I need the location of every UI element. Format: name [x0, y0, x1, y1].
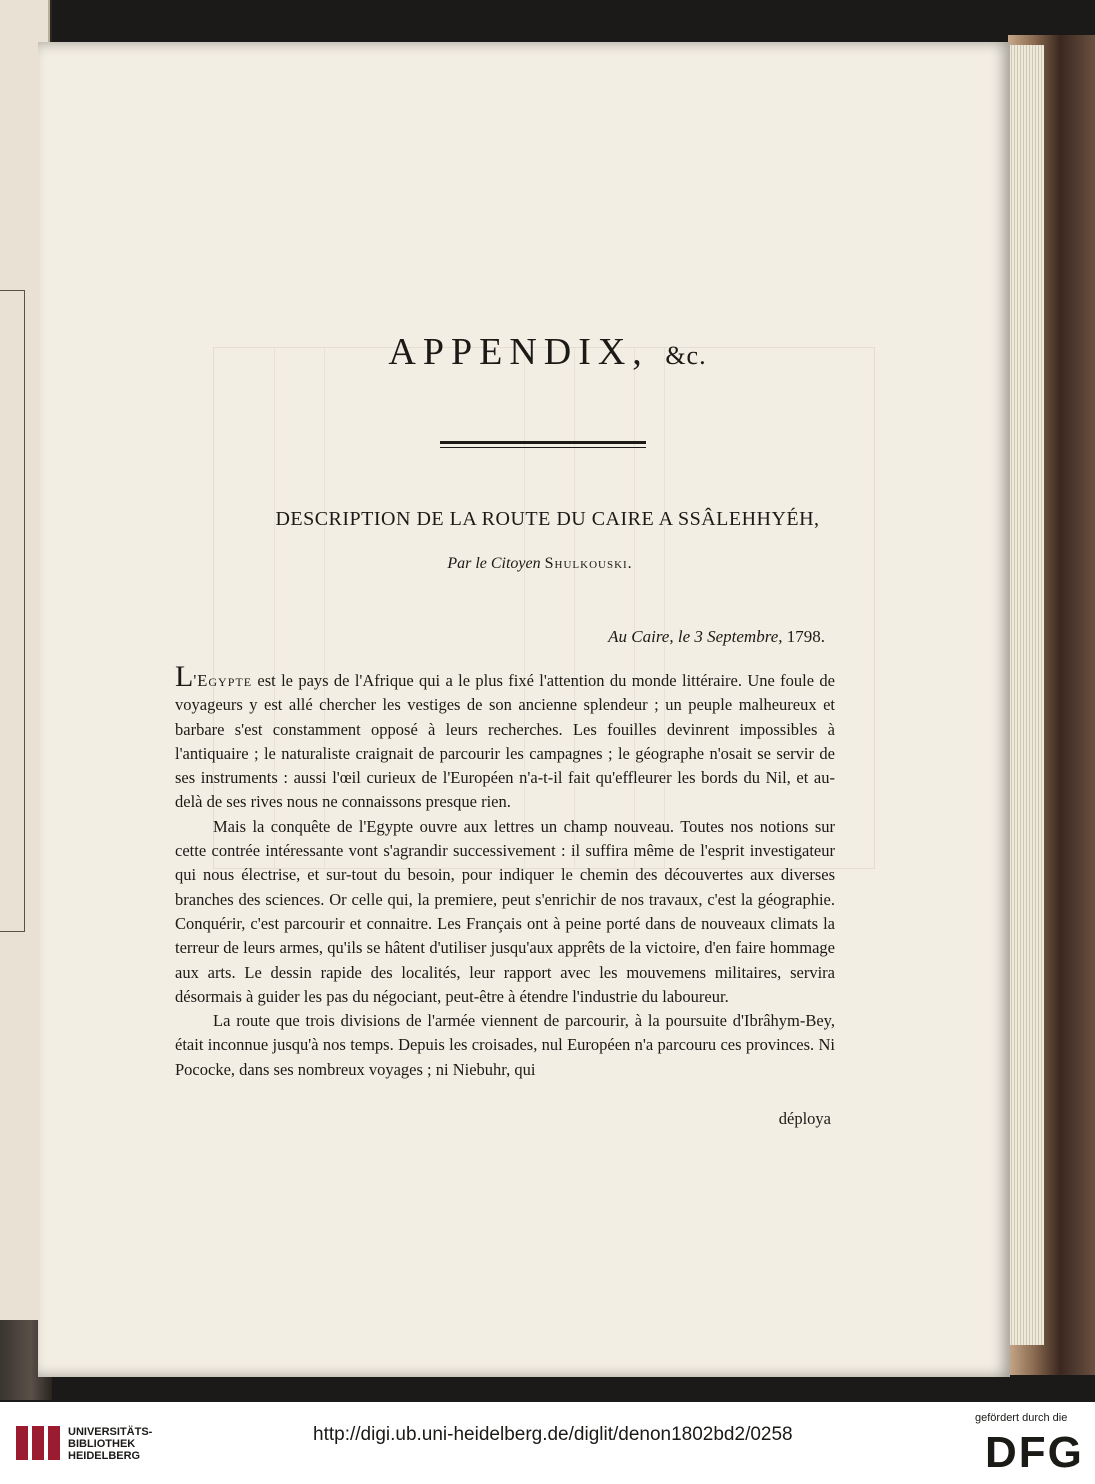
library-name	[68, 1426, 152, 1462]
heading-rule-thin	[440, 447, 646, 448]
paragraph-2: Mais la conquête de l'Egypte ouvre aux lettres un champ nouveau. Toutes nos notions sur cette contrée intéressante vont s'agrandir successivement : il suffira même de l'esprit investigateur qui nous électrise, et sur-tout du besoin, pour indiquer le chemin des découvertes aux diverses branches des sciences. Or celle qui, la premiere, peut s'enrichir de nos travaux, c'est la géographie. Conquérir, c'est parcourir et connaitre. Les Français ont à peine porté dans de nouveaux climats la terreur de leurs armes, qu'ils se hâtent d'utiliser jusqu'aux apprêts de la victoire, d'en faire hommage aux arts. Le dessin rapide des localités, leur rapport avec les mouvemens militaires, servira désormais à guider les pas du négociant, peut-être à étendre l'industrie du laboureur.	[175, 816, 835, 1006]
paragraph-1-smallcaps: 'Egypte	[193, 671, 253, 690]
dfg-logo: DFG	[985, 1428, 1084, 1477]
byline-author: Shulkouski.	[544, 555, 633, 572]
dateline-place: Au Caire, le 3 Septembre,	[608, 627, 783, 646]
body-text	[175, 660, 835, 1082]
library-line-1: UNIVERSITÄTS-	[68, 1426, 153, 1438]
chapter-subtitle: DESCRIPTION DE LA ROUTE DU CAIRE A SSÂLEHHYÉH,	[275, 508, 820, 530]
paragraph-1-text: est le pays de l'Afrique qui a le plus fixé l'attention du monde littéraire. Une foule de voyageurs y est allé chercher les vestiges de son ancienne splendeur ; un peuple malheureux et barbare s'est constamment opposé à leurs recherches. Les fouilles devinrent impossibles à l'antiquaire ; le naturaliste craignait de parcourir les campagnes ; le géographe n'osait se servir de ses instruments : aussi l'œil curieux de l'Européen n'a-t-il fait qu'effleurer les bords du Nil, et au-delà de ses rives nous ne connaissons presque rien.	[175, 671, 835, 812]
page-heading	[0, 330, 1095, 374]
byline-prefix: Par le Citoyen	[447, 555, 541, 572]
paragraph-1	[175, 660, 835, 815]
heading-title: APPENDIX,	[388, 331, 649, 373]
heading-rule	[440, 441, 646, 444]
catchword: déploya	[778, 1109, 831, 1128]
dateline	[560, 627, 825, 647]
permalink-url[interactable]: http://digi.ub.uni-heidelberg.de/diglit/denon1802bd2/0258	[313, 1424, 793, 1445]
university-library-logo-icon	[16, 1426, 60, 1460]
library-line-3: HEIDELBERG	[68, 1450, 141, 1462]
paragraph-3: La route que trois divisions de l'armée viennent de parcourir, à la poursuite d'Ibrâhym-Bey, était inconnue jusqu'à nos temps. Depuis les croisades, nul Européen n'a parcouru ces provinces. Ni Pococke, dans ses nombreux voyages ; ni Niebuhr, qui	[175, 1011, 835, 1079]
drop-cap: L	[175, 660, 194, 693]
previous-page-table-fragment	[0, 290, 25, 932]
library-line-2: BIBLIOTHEK	[68, 1438, 136, 1450]
funded-by-label: gefördert durch die	[975, 1412, 1068, 1424]
dateline-year: 1798.	[786, 627, 825, 646]
viewer-footer	[0, 1402, 1095, 1484]
heading-etc: &c.	[665, 341, 707, 370]
byline	[0, 555, 1080, 573]
